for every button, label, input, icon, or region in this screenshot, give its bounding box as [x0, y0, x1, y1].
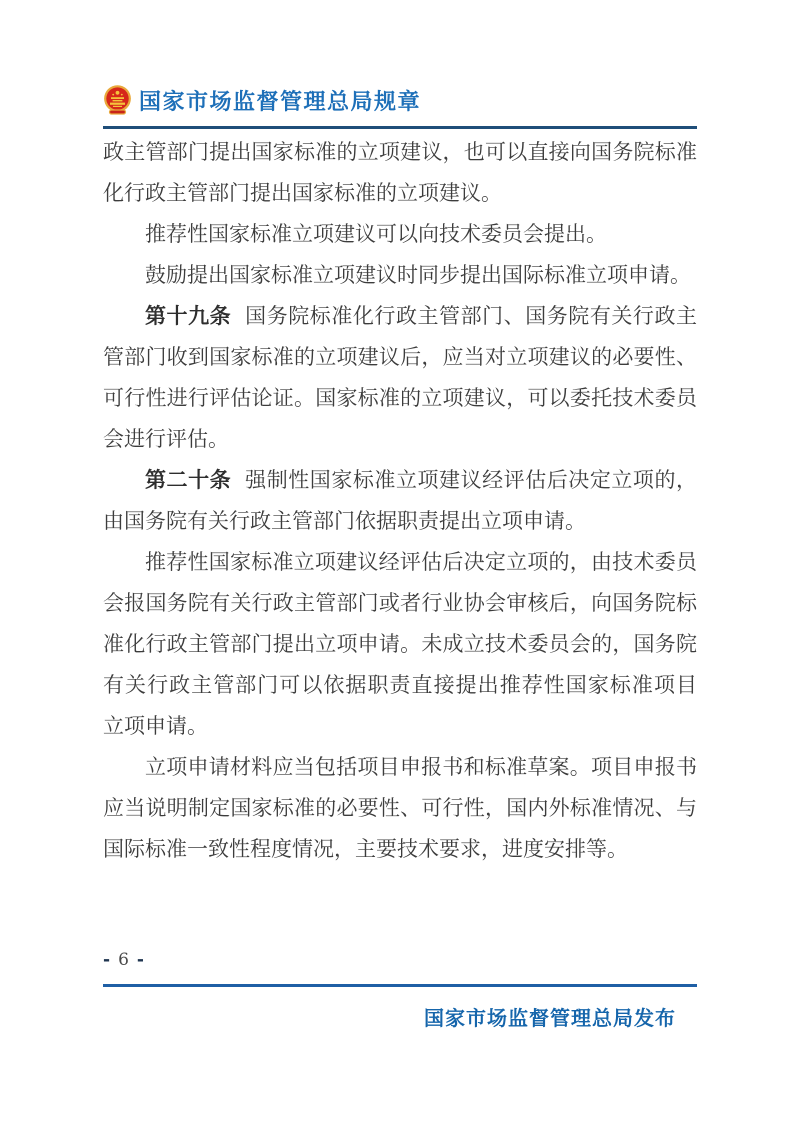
page-number [103, 948, 144, 972]
body-line: 鼓励提出国家标准立项建议时同步提出国际标准立项申请。 [145, 263, 691, 287]
body-line: 应当说明制定国家标准的必要性、可行性，国内外标准情况、与 [103, 796, 697, 820]
body-line: 立项申请。 [103, 714, 208, 738]
footer-divider [103, 984, 697, 987]
body-line: 推荐性国家标准立项建议可以向技术委员会提出。 [145, 222, 607, 246]
header-divider [103, 126, 697, 129]
body-line: 政主管部门提出国家标准的立项建议，也可以直接向国务院标准 [103, 140, 697, 164]
article-number: 第二十条 [145, 468, 232, 492]
page-number-dash: - [103, 950, 111, 970]
document-header [103, 83, 697, 117]
national-emblem-icon [103, 84, 132, 116]
publisher-line: 国家市场监督管理总局发布 [424, 1006, 676, 1030]
page-number-value: 6 [118, 950, 129, 970]
body-line: 推荐性国家标准立项建议经评估后决定立项的，由技术委员 [145, 550, 697, 574]
page-number-dash: - [136, 950, 144, 970]
document-body [103, 132, 697, 870]
body-line: 准化行政主管部门提出立项申请。未成立技术委员会的，国务院 [103, 632, 697, 656]
body-line: 由国务院有关行政主管部门依据职责提出立项申请。 [103, 509, 586, 533]
page-title: 国家市场监督管理总局规章 [139, 89, 422, 115]
body-line: 化行政主管部门提出国家标准的立项建议。 [103, 181, 502, 205]
body-line: 国际标准一致性程度情况，主要技术要求，进度安排等。 [103, 837, 628, 861]
article-number: 第十九条 [145, 304, 232, 328]
body-line: 会报国务院有关行政主管部门或者行业协会审核后，向国务院标 [103, 591, 697, 615]
body-line: 管部门收到国家标准的立项建议后，应当对立项建议的必要性、 [103, 345, 697, 369]
body-line: 立项申请材料应当包括项目申报书和标准草案。项目申报书 [145, 755, 697, 779]
body-line: 会进行评估。 [103, 427, 229, 451]
body-line: 可行性进行评估论证。国家标准的立项建议，可以委托技术委员 [103, 386, 697, 410]
body-line: 第二十条 强制性国家标准立项建议经评估后决定立项的， [145, 468, 698, 492]
body-line: 第十九条 国务院标准化行政主管部门、国务院有关行政主 [145, 304, 698, 328]
body-line: 有关行政主管部门可以依据职责直接提出推荐性国家标准项目 [103, 673, 697, 697]
